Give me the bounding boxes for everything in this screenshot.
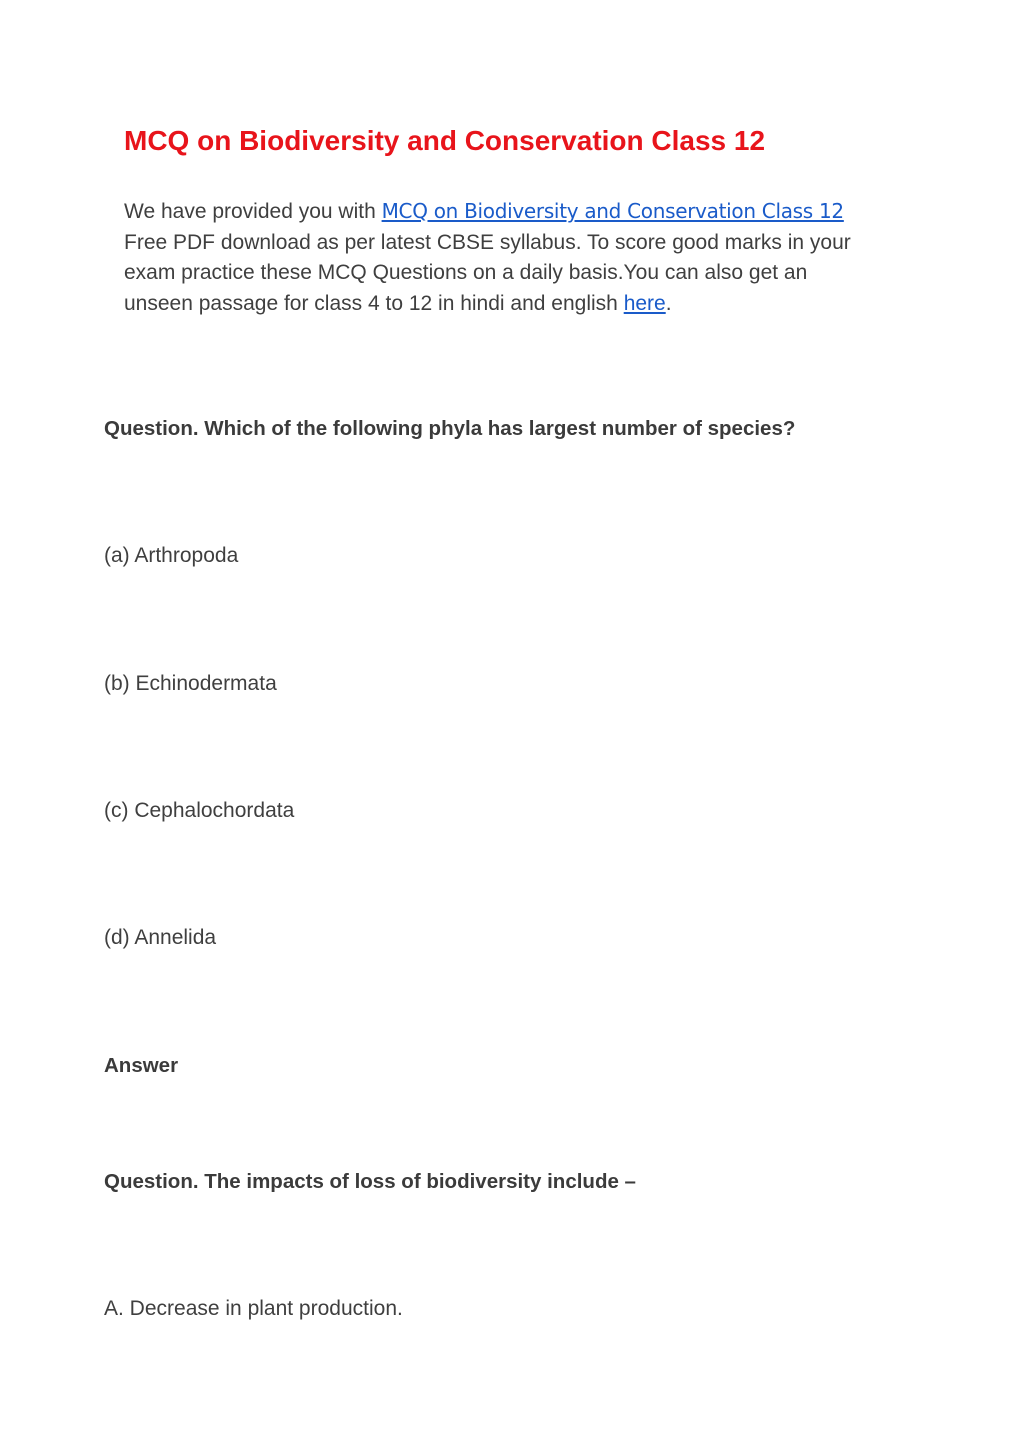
intro-paragraph (124, 196, 924, 319)
question-1-answer-label[interactable]: Answer (104, 1054, 179, 1077)
intro-line-4 (124, 289, 924, 320)
question-1-option-a: (a) Arthropoda (104, 544, 239, 567)
page-title: MCQ on Biodiversity and Conservation Class 12 (124, 125, 766, 156)
question-2: Question. The impacts of loss of biodiversity include – (104, 1170, 636, 1193)
question-1-option-c: (c) Cephalochordata (104, 799, 295, 822)
intro-line-2: Free PDF download as per latest CBSE syllabus. To score good marks in your (124, 230, 851, 254)
question-1: Question. Which of the following phyla has largest number of species? (104, 417, 796, 440)
question-1-option-b: (b) Echinodermata (104, 672, 277, 695)
question-2-option-a: A. Decrease in plant production. (104, 1297, 403, 1320)
intro-text-before-link: We have provided you with (124, 200, 382, 223)
mcq-link[interactable]: MCQ on Biodiversity and Conservation Class 12 (381, 199, 844, 223)
intro-line-4-period: . (665, 291, 672, 315)
intro-line-1 (124, 196, 924, 228)
intro-line-3: exam practice these MCQ Questions on a daily basis.You can also get an (124, 261, 808, 284)
here-link[interactable]: here (623, 291, 666, 315)
question-1-option-d: (d) Annelida (104, 926, 217, 949)
intro-line-4-text: unseen passage for class 4 to 12 in hindi and english (124, 291, 624, 315)
